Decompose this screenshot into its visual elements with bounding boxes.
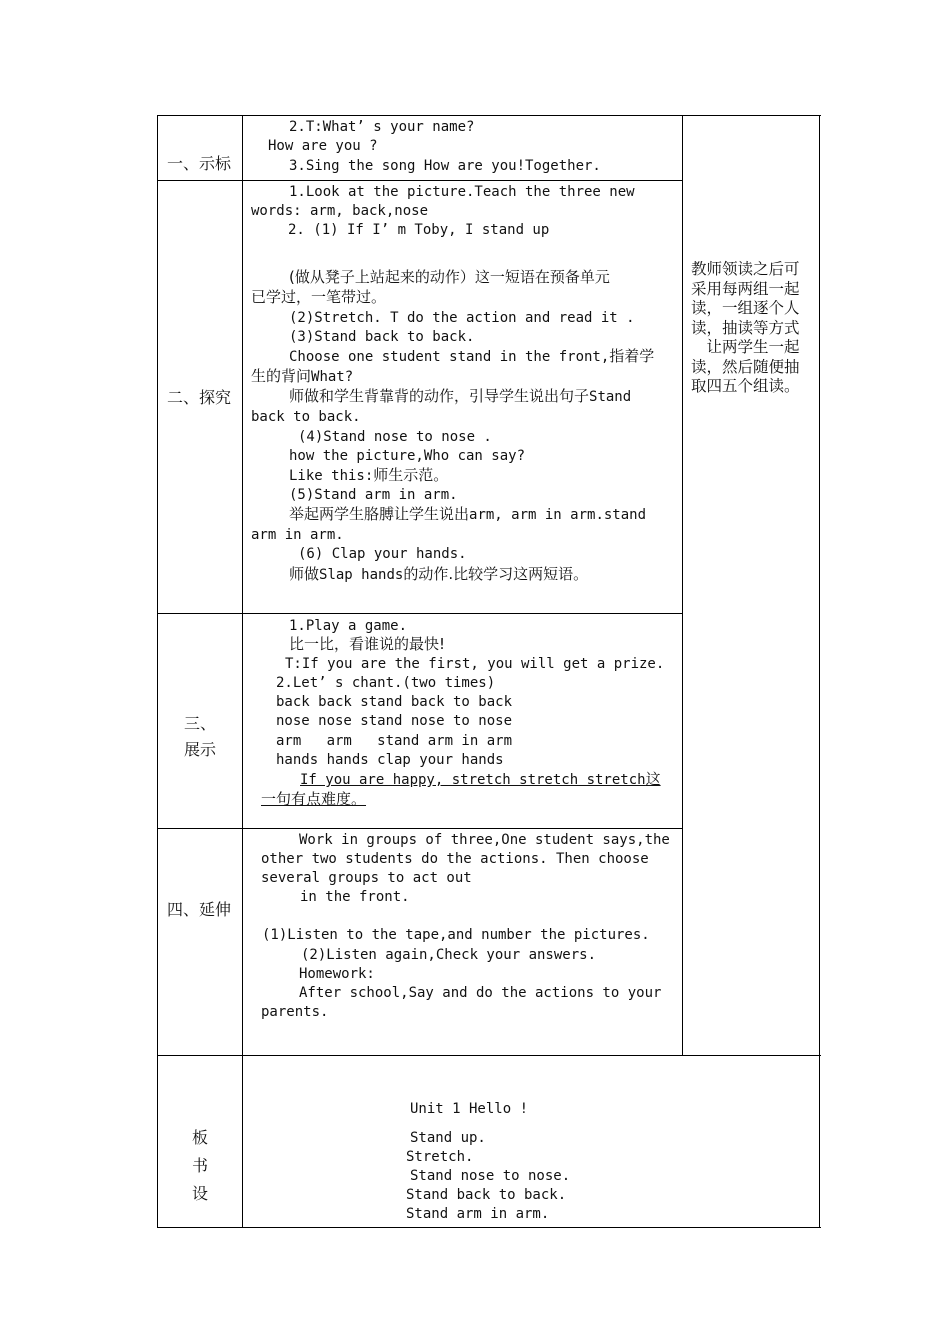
row2-line-10 (289, 387, 631, 407)
row-label-extend: 四、延伸 (167, 900, 232, 919)
row4-line-8: After school,Say and do the actions to your (299, 985, 662, 1001)
row2-line-8-zh: 指着学 (609, 347, 655, 365)
row2-line-9 (251, 367, 353, 387)
row4-line-2: other two students do the actions. Then choose (261, 851, 649, 867)
row2-line-19-zh-b: 的动作.比较学习这两短语。 (403, 565, 589, 583)
row2-line-4: (做从凳子上站起来的动作）这一短语在预备单元 (289, 268, 610, 286)
row3-line-9-en: If you are happy, stretch stretch stretch (300, 772, 646, 788)
row4-line-1: Work in groups of three,One student says,the (299, 832, 670, 848)
row2-line-7: (3)Stand back to back. (289, 329, 475, 345)
row2-line-15: (5)Stand arm in arm. (289, 487, 458, 503)
row2-line-5: 已学过，一笔带过。 (251, 288, 387, 306)
label-column-divider (242, 115, 243, 1228)
row2-line-12: (4)Stand nose to nose . (298, 429, 492, 445)
row-label-show-a: 三、 (184, 714, 217, 733)
row2-line-11: back to back. (251, 409, 361, 425)
board-title: Unit 1 Hello ! (410, 1101, 529, 1117)
board-line-3: Stand nose to nose. (410, 1168, 571, 1184)
table-border-left (157, 115, 158, 1228)
row2-line-17: arm in arm. (251, 527, 344, 543)
row3-line-4: 2.Let’ s chant.(two times) (276, 675, 496, 691)
row2-line-16-en: arm, arm in arm.stand (469, 507, 647, 523)
row2-line-14 (289, 466, 448, 486)
row4-line-7: Homework: (299, 966, 375, 982)
row3-line-10: 一句有点难度。 (261, 790, 367, 808)
row4-line-5: (1)Listen to the tape,and number the pictures. (262, 927, 650, 943)
row2-line-19-zh-a: 师做 (289, 565, 320, 583)
row2-line-16-zh: 举起两学生胳膊让学生说出 (289, 505, 470, 523)
row2-line-10-zh: 师做和学生背靠背的动作，引导学生说出句子 (289, 387, 590, 405)
row2-line-13: how the picture,Who can say? (289, 448, 526, 464)
row2-line-6: (2)Stretch. T do the action and read it . (289, 310, 635, 326)
row2-line-9-zh: 生的背问 (251, 367, 312, 385)
row2-line-8 (289, 347, 654, 367)
row3-line-7: arm arm stand arm in arm (276, 733, 513, 749)
row-divider-2 (157, 613, 683, 614)
row-label-explore: 二、探究 (167, 388, 232, 407)
row2-line-10-en: Stand (589, 389, 632, 405)
row3-line-8: hands hands clap your hands (276, 752, 504, 768)
row2-line-1: 1.Look at the picture.Teach the three new (289, 184, 635, 200)
row3-line-9 (300, 770, 661, 790)
row-label-objectives: 一、示标 (167, 154, 232, 173)
side-note: 教师领读之后可采用每两组一起读，一组逐个人读，抽读等方式 让两学生一起读，然后随便抽取四五个组读。 (691, 260, 800, 395)
row4-line-9: parents. (261, 1004, 329, 1020)
row3-line-6: nose nose stand nose to nose (276, 713, 513, 729)
row-label-show-b: 展示 (184, 740, 217, 759)
row3-line-1: 1.Play a game. (289, 618, 408, 634)
row2-line-2: words: arm, back,nose (251, 203, 429, 219)
note-column-divider (682, 115, 683, 1056)
row2-line-9-en: What? (311, 369, 354, 385)
row2-line-14-en: Like this: (289, 468, 374, 484)
row2-line-8-en: Choose one student stand in the front, (289, 349, 610, 365)
row4-line-6: (2)Listen again,Check your answers. (301, 947, 597, 963)
row2-line-3: 2. (1) If I’ m Toby, I stand up (288, 222, 550, 238)
row-divider-4 (157, 1055, 821, 1056)
row4-line-4: in the front. (300, 889, 410, 905)
row4-line-3: several groups to act out (261, 870, 472, 886)
row3-line-3: T:If you are the first, you will get a prize. (285, 656, 665, 672)
row2-line-19-en: Slap hands (319, 567, 404, 583)
row2-line-19 (289, 565, 588, 585)
board-line-1: Stand up. (410, 1130, 486, 1146)
row-divider-1 (157, 180, 683, 181)
row-divider-3 (157, 828, 683, 829)
row3-line-2: 比一比，看谁说的最快! (289, 635, 446, 653)
board-line-5: Stand arm in arm. (406, 1206, 550, 1222)
row1-line-1: 2.T:What’ s your name? (289, 119, 475, 135)
row1-line-2: How are you ? (268, 138, 378, 154)
table-border-bottom (157, 1227, 821, 1228)
row3-line-5: back back stand back to back (276, 694, 513, 710)
row2-line-14-zh: 师生示范。 (373, 466, 449, 484)
row2-line-18: (6) Clap your hands. (298, 546, 467, 562)
board-line-4: Stand back to back. (406, 1187, 567, 1203)
board-label-char-1: 板 (192, 1128, 209, 1147)
row2-line-16 (289, 505, 646, 525)
board-label-char-3: 设 (192, 1184, 209, 1203)
board-label-char-2: 书 (192, 1156, 209, 1175)
board-line-2: Stretch. (406, 1149, 474, 1165)
table-border-top (157, 115, 821, 116)
row3-line-9-zh: 这 (645, 770, 661, 788)
table-border-right (819, 115, 820, 1228)
row1-line-3: 3.Sing the song How are you!Together. (289, 158, 601, 174)
